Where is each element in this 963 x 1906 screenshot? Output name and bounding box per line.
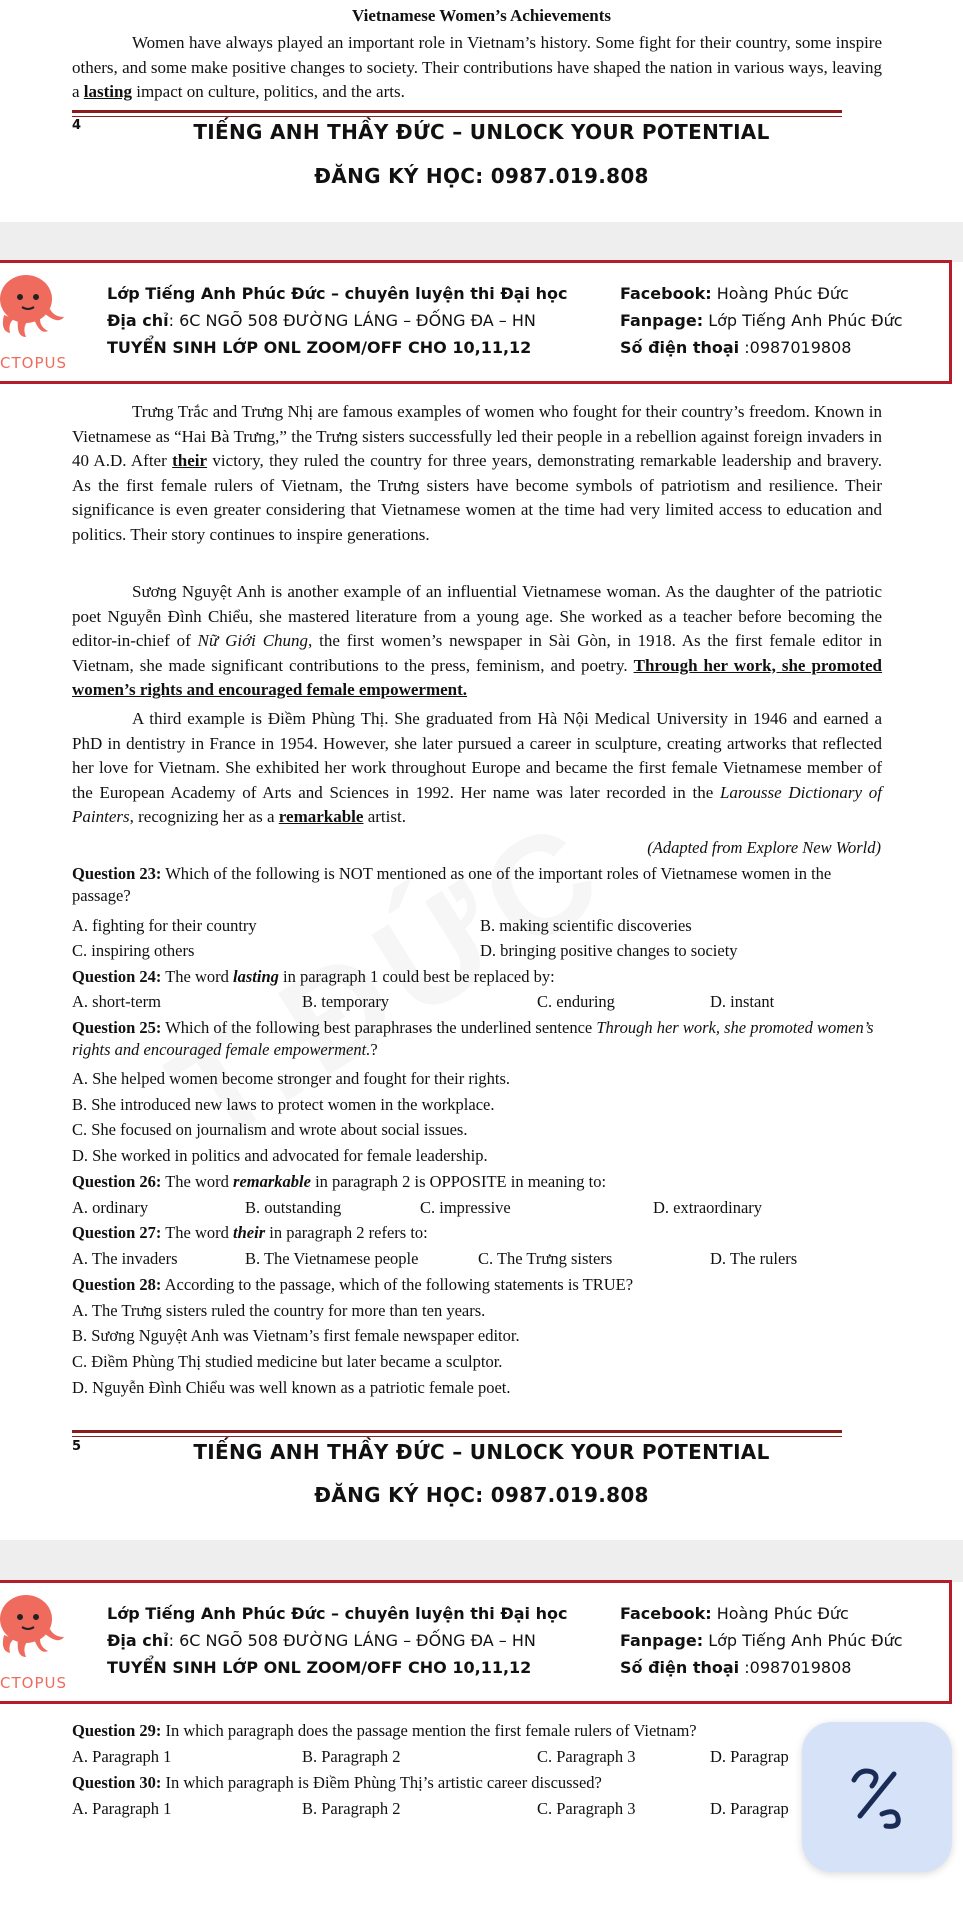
q27-option-b[interactable]: B. The Vietnamese people bbox=[245, 1249, 419, 1268]
q28-option-c[interactable]: C. Điềm Phùng Thị studied medicine but later became a sculptor. bbox=[72, 1352, 503, 1371]
question-28 bbox=[72, 1274, 902, 1296]
p3-text-1: A third example is Điềm Phùng Thị. She graduated from Hà Nội Medical University in 1946 and earned a PhD in dentistry in France in 1954. However, she later pursued a career in sculpture, creating artworks that reflected her love for Vietnam. She exhibited her work throughout Europe and became the first female Vietnamese member of the European Academy of Arts and Sciences in 1992. Her name was later recorded in the bbox=[72, 709, 882, 802]
question-24 bbox=[72, 966, 902, 988]
fanpage-value: Lớp Tiếng Anh Phúc Đức bbox=[703, 311, 903, 330]
address-value: : 6C NGÕ 508 ĐƯỜNG LÁNG – ĐỐNG ĐA – HN bbox=[168, 311, 536, 330]
q30-option-b[interactable]: B. Paragraph 2 bbox=[302, 1799, 401, 1818]
q28-option-b[interactable]: B. Sương Nguyệt Anh was Vietnam’s first female newspaper editor. bbox=[72, 1326, 520, 1345]
q24-text-1: The word bbox=[161, 967, 234, 986]
address-label: Địa chỉ bbox=[107, 311, 169, 330]
q28-text: According to the passage, which of the following statements is TRUE? bbox=[161, 1275, 634, 1294]
info2-right-column bbox=[620, 1600, 903, 1681]
top-section bbox=[0, 0, 963, 222]
p3-dictionary-title: Larousse Dictionary of Painters bbox=[72, 782, 882, 826]
q25-text-1: Which of the following best paraphrases the underlined sentence bbox=[161, 1018, 597, 1037]
header-rule-bottom bbox=[72, 116, 842, 117]
address-label: Địa chỉ bbox=[107, 1631, 169, 1650]
q27-option-d[interactable]: D. The rulers bbox=[710, 1249, 798, 1268]
info-right-column bbox=[620, 280, 903, 361]
q29-option-b[interactable]: B. Paragraph 2 bbox=[302, 1747, 401, 1766]
q24-option-b[interactable]: B. temporary bbox=[302, 992, 390, 1011]
facebook-value: Hoàng Phúc Đức bbox=[711, 284, 849, 303]
address-line bbox=[107, 307, 567, 334]
header-subtitle: ĐĂNG KÝ HỌC: 0987.019.808 bbox=[314, 164, 649, 188]
q24-option-c[interactable]: C. enduring bbox=[537, 992, 615, 1011]
q29-text: In which paragraph does the passage mention the first female rulers of Vietnam? bbox=[161, 1721, 697, 1740]
info-box bbox=[0, 260, 952, 384]
phone-label: Số điện thoại bbox=[620, 1658, 740, 1677]
p1-underlined-their: their bbox=[172, 451, 208, 470]
phone-line bbox=[620, 334, 903, 361]
intro-text-2: impact on culture, politics, and the arts. bbox=[131, 82, 405, 101]
q25-text-2: ? bbox=[370, 1040, 378, 1059]
q23-label: Question 23: bbox=[72, 864, 162, 883]
page-number-2: 5 bbox=[72, 1439, 82, 1454]
q25-label: Question 25: bbox=[72, 1018, 162, 1037]
fanpage-line bbox=[620, 307, 903, 334]
question-25 bbox=[72, 1017, 882, 1061]
q27-option-a[interactable]: A. The invaders bbox=[72, 1249, 178, 1268]
address-line bbox=[107, 1627, 567, 1654]
question-27 bbox=[72, 1222, 902, 1244]
class-name: Lớp Tiếng Anh Phúc Đức – chuyên luyện thi Đại học bbox=[107, 284, 568, 303]
q23-option-b[interactable]: B. making scientific discoveries bbox=[480, 916, 692, 935]
q30-option-d[interactable]: D. Paragrap bbox=[710, 1799, 789, 1818]
q27-label: Question 27: bbox=[72, 1223, 162, 1242]
logo-text: CTOPUS bbox=[0, 1674, 67, 1692]
p1-text-2: victory, they ruled the country for three years, demonstrating remarkable leadership and bravery. As the first female rulers of Vietnam, the Trưng sisters have become symbols of patriotism and resilience. Their significance is even greater considering that Vietnamese women at the time had very limited access to education and politics. Their story continues to inspire generations. bbox=[72, 451, 882, 544]
q27-text-1: The word bbox=[161, 1223, 234, 1242]
fanpage-label: Fanpage: bbox=[620, 1631, 704, 1650]
header2-rule-bottom bbox=[72, 1436, 842, 1437]
q26-option-d[interactable]: D. extraordinary bbox=[653, 1198, 763, 1217]
question-23 bbox=[72, 863, 872, 907]
p3-underlined-remarkable: remarkable bbox=[278, 807, 364, 826]
passage-paragraph-3 bbox=[72, 707, 882, 830]
p2-text-2: , the first women’s newspaper in Sài Gòn, in 1918. As the first female editor in Vietnam, she made significant contributions to the press, feminism, and poetry. bbox=[72, 631, 882, 675]
q26-option-b[interactable]: B. outstanding bbox=[245, 1198, 342, 1217]
question-29 bbox=[72, 1720, 902, 1742]
q24-text-2: in paragraph 1 could best be replaced by: bbox=[278, 967, 555, 986]
page-break-band bbox=[0, 222, 963, 262]
q26-option-a[interactable]: A. ordinary bbox=[72, 1198, 149, 1217]
logo-text: CTOPUS bbox=[0, 354, 67, 372]
phone-line bbox=[620, 1654, 903, 1681]
facebook-value: Hoàng Phúc Đức bbox=[711, 1604, 849, 1623]
header-title: TIẾNG ANH THẦY ĐỨC – UNLOCK YOUR POTENTIAL bbox=[193, 120, 770, 144]
question-30 bbox=[72, 1772, 902, 1794]
p3-text-3: artist. bbox=[363, 807, 406, 826]
fanpage-line bbox=[620, 1627, 903, 1654]
q28-label: Question 28: bbox=[72, 1275, 162, 1294]
facebook-label: Facebook: bbox=[620, 1604, 712, 1623]
q27-text-2: in paragraph 2 refers to: bbox=[265, 1223, 428, 1242]
q24-option-a[interactable]: A. short-term bbox=[72, 992, 161, 1011]
q30-option-a[interactable]: A. Paragraph 1 bbox=[72, 1799, 172, 1818]
header2-rule-top bbox=[72, 1430, 842, 1433]
phone-value: :0987019808 bbox=[739, 338, 852, 357]
q29-option-d[interactable]: D. Paragrap bbox=[710, 1747, 789, 1766]
octopus-logo-icon bbox=[0, 1589, 70, 1669]
info2-left-column bbox=[107, 1600, 567, 1681]
header2-subtitle: ĐĂNG KÝ HỌC: 0987.019.808 bbox=[314, 1483, 649, 1507]
q30-label: Question 30: bbox=[72, 1773, 162, 1792]
q24-target-word: lasting bbox=[233, 967, 279, 986]
enrollment-line: TUYỂN SINH LỚP ONL ZOOM/OFF CHO 10,11,12 bbox=[107, 338, 532, 357]
question-26 bbox=[72, 1171, 902, 1193]
q24-option-d[interactable]: D. instant bbox=[710, 992, 775, 1011]
edit-fab-button[interactable] bbox=[802, 1722, 952, 1872]
facebook-label: Facebook: bbox=[620, 284, 712, 303]
page-number: 4 bbox=[72, 118, 82, 133]
info-box-2 bbox=[0, 1580, 952, 1704]
q29-option-c[interactable]: C. Paragraph 3 bbox=[537, 1747, 636, 1766]
phone-label: Số điện thoại bbox=[620, 338, 740, 357]
fanpage-value: Lớp Tiếng Anh Phúc Đức bbox=[703, 1631, 903, 1650]
intro-underlined-word: lasting bbox=[83, 82, 132, 101]
q29-option-a[interactable]: A. Paragraph 1 bbox=[72, 1747, 172, 1766]
p2-underlined-sentence: Through her work, she promoted women’s rights and encouraged female empowerment. bbox=[72, 655, 882, 699]
q24-label: Question 24: bbox=[72, 967, 162, 986]
p2-text-1: Sương Nguyệt Anh is another example of an influential Vietnamese woman. As the daughter of the patriotic poet Nguyễn Đình Chiểu, she mastered literature from a young age. She worked as a teacher before becoming the editor-in-chief of bbox=[72, 582, 882, 650]
header2-title: TIẾNG ANH THẦY ĐỨC – UNLOCK YOUR POTENTIAL bbox=[193, 1440, 770, 1464]
passage-title: Vietnamese Women’s Achievements bbox=[351, 6, 612, 25]
q26-text-2: in paragraph 2 is OPPOSITE in meaning to: bbox=[310, 1172, 607, 1191]
q26-label: Question 26: bbox=[72, 1172, 162, 1191]
q23-option-c[interactable]: C. inspiring others bbox=[72, 941, 195, 960]
q30-text: In which paragraph is Điềm Phùng Thị’s artistic career discussed? bbox=[161, 1773, 602, 1792]
q29-label: Question 29: bbox=[72, 1721, 162, 1740]
q26-option-c[interactable]: C. impressive bbox=[420, 1198, 511, 1217]
p2-newspaper-title: Nữ Giới Chung bbox=[197, 631, 309, 650]
q23-option-d[interactable]: D. bringing positive changes to society bbox=[480, 941, 738, 960]
class-name: Lớp Tiếng Anh Phúc Đức – chuyên luyện thi Đại học bbox=[107, 1604, 568, 1623]
intro-paragraph bbox=[72, 31, 882, 105]
p1-text-1: Trưng Trắc and Trưng Nhị are famous examples of women who fought for their country’s freedom. Known in Vietnamese as “Hai Bà Trưng,” the Trưng sisters successfully led their people in a rebellion against foreign invaders in 40 A.D. After bbox=[72, 402, 882, 470]
info-left-column bbox=[107, 280, 567, 361]
p3-text-2: , recognizing her as a bbox=[129, 807, 279, 826]
q26-text-1: The word bbox=[161, 1172, 234, 1191]
q28-option-a[interactable]: A. The Trưng sisters ruled the country for more than ten years. bbox=[72, 1301, 486, 1320]
q23-text: Which of the following is NOT mentioned as one of the important roles of Vietnamese women in the passage? bbox=[72, 864, 832, 905]
q25-option-b[interactable]: B. She introduced new laws to protect women in the workplace. bbox=[72, 1095, 495, 1114]
octopus-logo-icon bbox=[0, 269, 70, 349]
q27-target-word: their bbox=[233, 1223, 266, 1242]
intro-text-1: Women have always played an important role in Vietnam’s history. Some fight for their country, some inspire others, and some make positive changes to society. Their contributions have shaped the nation in various ways, leaving a bbox=[72, 33, 882, 101]
q25-option-c[interactable]: C. She focused on journalism and wrote about social issues. bbox=[72, 1120, 468, 1139]
passage-paragraph-1 bbox=[72, 400, 882, 547]
q25-italic-sentence: Through her work, she promoted women’s rights and encouraged female empowerment. bbox=[72, 1018, 874, 1059]
address-value: : 6C NGÕ 508 ĐƯỜNG LÁNG – ĐỐNG ĐA – HN bbox=[168, 1631, 536, 1650]
facebook-line bbox=[620, 280, 903, 307]
q30-option-c[interactable]: C. Paragraph 3 bbox=[537, 1799, 636, 1818]
pen-edit-icon bbox=[802, 1722, 952, 1872]
q28-option-d[interactable]: D. Nguyễn Đình Chiểu was well known as a patriotic female poet. bbox=[72, 1378, 511, 1397]
header-rule-top bbox=[72, 110, 842, 113]
fanpage-label: Fanpage: bbox=[620, 311, 704, 330]
q25-option-a[interactable]: A. She helped women become stronger and fought for their rights. bbox=[72, 1069, 511, 1088]
q27-option-c[interactable]: C. The Trưng sisters bbox=[478, 1249, 613, 1268]
facebook-line bbox=[620, 1600, 903, 1627]
q26-target-word: remarkable bbox=[233, 1172, 311, 1191]
q25-option-d[interactable]: D. She worked in politics and advocated for female leadership. bbox=[72, 1146, 488, 1165]
q23-option-a[interactable]: A. fighting for their country bbox=[72, 916, 257, 935]
phone-value: :0987019808 bbox=[739, 1658, 852, 1677]
passage-source: (Adapted from Explore New World) bbox=[647, 838, 881, 857]
passage-paragraph-2 bbox=[72, 580, 882, 703]
enrollment-line: TUYỂN SINH LỚP ONL ZOOM/OFF CHO 10,11,12 bbox=[107, 1658, 532, 1677]
page-break-band-2 bbox=[0, 1540, 963, 1582]
